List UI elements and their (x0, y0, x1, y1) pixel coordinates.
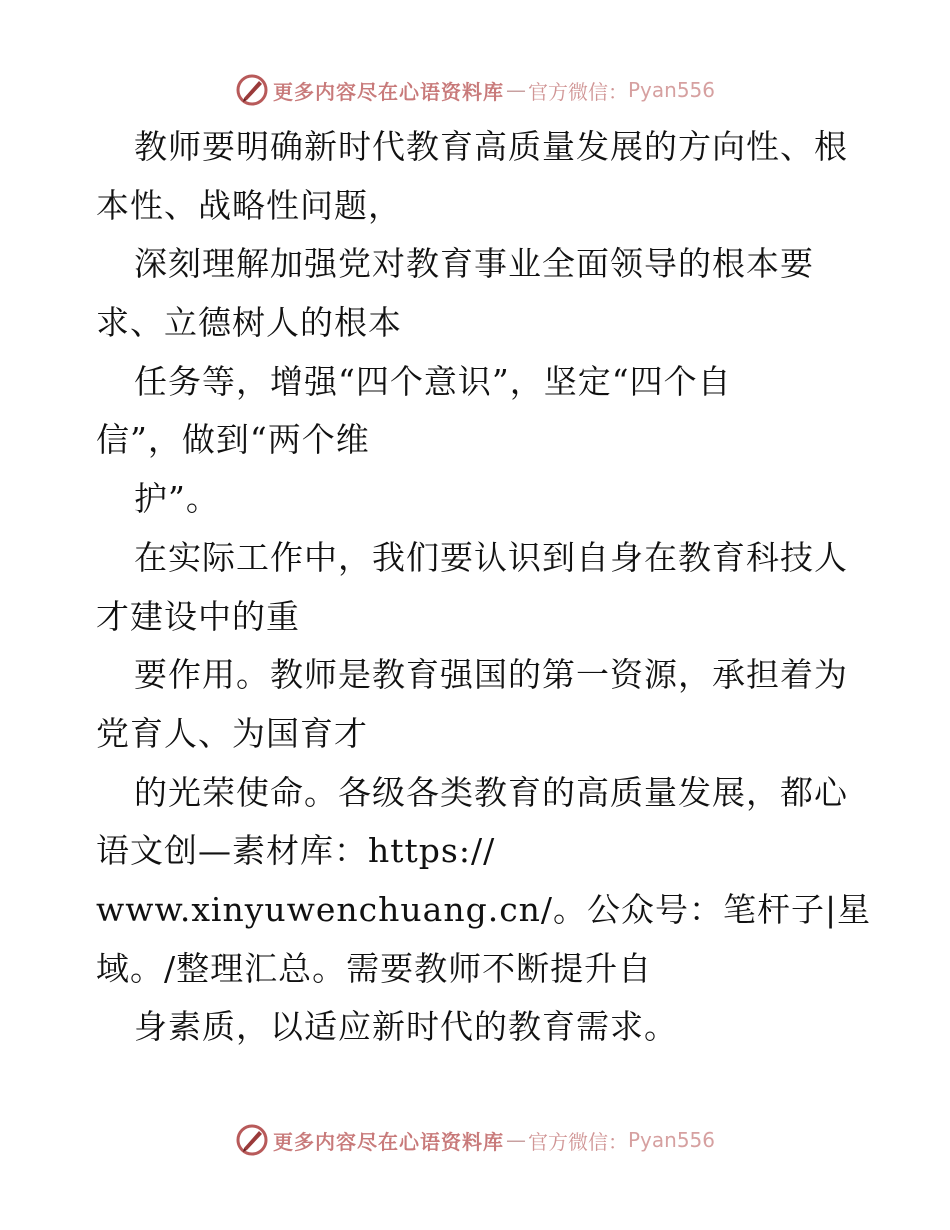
body-line: 护”。 (134, 479, 220, 519)
brand-text: 更多内容尽在心语资料库 (272, 79, 504, 104)
body-line: 才建设中的重 (96, 596, 300, 636)
brand-text: 更多内容尽在心语资料库 (272, 1129, 504, 1154)
document-body (96, 118, 872, 1057)
page-header (0, 70, 950, 110)
body-line: 域。/整理汇总。需要教师不断提升自 (96, 948, 653, 988)
body-line: 教师要明确新时代教育高质量发展的方向性、根 (134, 127, 848, 166)
wechat-label: 官方微信： (527, 1129, 628, 1154)
body-line: 求、立德树人的根本 (96, 303, 402, 343)
wechat-id: Pyan556 (627, 78, 715, 102)
body-line: 语文创—素材库：https:// (96, 831, 496, 871)
body-line: 任务等，增强“四个意识”，坚定“四个自 (134, 361, 732, 401)
wechat-label: 官方微信： (527, 79, 628, 104)
body-line: 信”，做到“两个维 (96, 420, 370, 460)
page-footer (0, 1120, 950, 1160)
pen-logo-icon (235, 73, 269, 107)
body-line: 在实际工作中，我们要认识到自身在教育科技人 (134, 537, 848, 577)
brand-separator: — (505, 1128, 526, 1152)
brand-separator: — (505, 78, 526, 102)
wechat-id: Pyan556 (627, 1128, 715, 1152)
body-line: 的光荣使命。各级各类教育的高质量发展，都心 (134, 772, 848, 812)
body-line: www.xinyuwenchuang.cn/。公众号：笔杆子|星 (96, 889, 872, 929)
pen-logo-icon (235, 1123, 269, 1157)
body-line: 本性、战略性问题， (96, 185, 402, 225)
body-line: 党育人、为国育才 (96, 713, 368, 753)
body-line: 身素质，以适应新时代的教育需求。 (134, 1007, 678, 1047)
body-line: 深刻理解加强党对教育事业全面领导的根本要 (134, 244, 814, 284)
body-line: 要作用。教师是教育强国的第一资源，承担着为 (134, 655, 848, 695)
